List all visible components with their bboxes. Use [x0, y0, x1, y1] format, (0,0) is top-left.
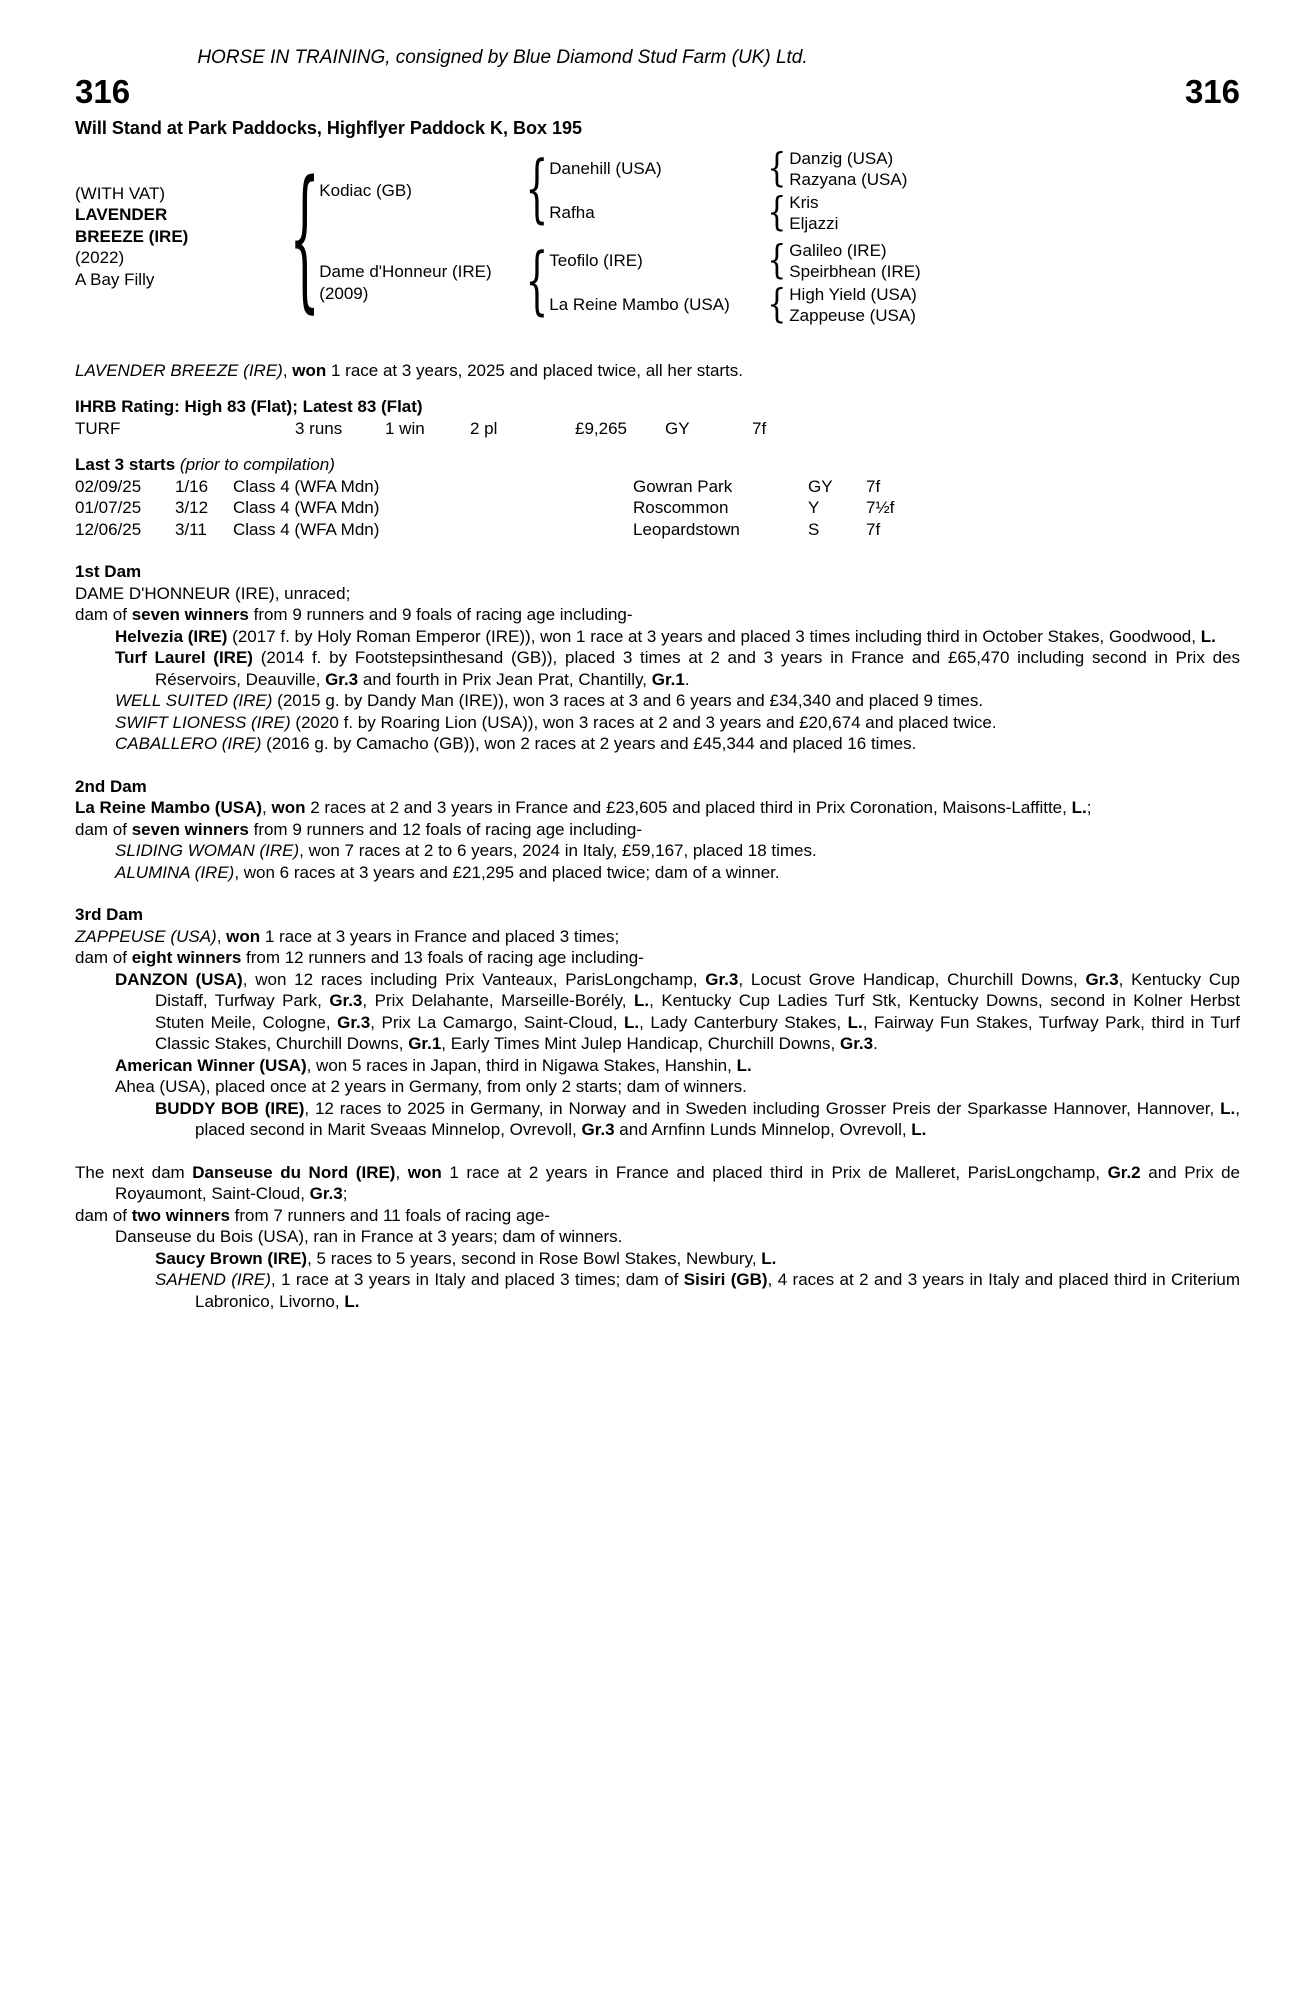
horse-info-column	[75, 183, 290, 291]
progeny-paragraph: Danseuse du Bois (USA), ran in France at 3 years; dam of winners.	[115, 1227, 623, 1246]
start-course: Roscommon	[633, 498, 729, 517]
lot-number-row	[75, 72, 1240, 112]
dam-sire-branch	[549, 240, 1034, 282]
progeny-paragraph: Ahea (USA), placed once at 2 years in Germany, from only 2 starts; dam of winners.	[115, 1077, 747, 1096]
progeny-paragraph: DANZON (USA), won 12 races including Prix Vanteaux, ParisLongchamp, Gr.3, Locust Grove Handicap, Churchill Downs, Gr.3, Kentucky Cup Distaff, Turfway Park, Gr.3, Prix Delahante, Marseille-Borély, L., Kentucky Cup Ladies Turf Stk, Kentucky Downs, second in Kolner Herbst Stuten Meile, Cologne, Gr.3, Prix La Camargo, Saint-Cloud, L., Lady Canterbury Stakes, L., Fairway Fun Stakes, Turfway Park, third in Turf Classic Stakes, Churchill Downs, Gr.1, Early Times Mint Julep Handicap, Churchill Downs, Gr.3.	[115, 969, 1241, 1053]
pedigree-brace	[290, 214, 319, 260]
start-distance: 7f	[866, 476, 881, 496]
progeny-paragraph: SLIDING WOMAN (IRE), won 7 races at 2 to 6 years, 2024 in Italy, £59,167, placed 18 times.	[115, 841, 817, 860]
distance: 7f	[752, 418, 767, 438]
dam-sire-name: Teofilo (IRE)	[549, 250, 643, 270]
ancestor-name: Razyana (USA)	[789, 169, 908, 189]
sire-sire-name: Danehill (USA)	[549, 158, 662, 178]
rating-line: IHRB Rating: High 83 (Flat); Latest 83 (Flat)	[75, 397, 423, 416]
wins-count: 1 win	[385, 418, 425, 438]
progeny-paragraph: SAHEND (IRE), 1 race at 3 years in Italy and placed 3 times; dam of Sisiri (GB), 4 races at 2 and 3 years in Italy and placed third in Criterium Labronico, Livorno, L.	[155, 1270, 1241, 1311]
start-race: Class 4 (WFA Mdn)	[233, 519, 380, 539]
horse-name: LAVENDER BREEZE (IRE)	[75, 205, 189, 246]
pedigree-brace	[764, 246, 789, 276]
dam-produce-line: dam of eight winners from 12 runners and 13 foals of racing age including-	[75, 948, 644, 967]
dam-branch	[319, 240, 1034, 326]
race-summary: LAVENDER BREEZE (IRE), won 1 race at 3 years, 2025 and placed twice, all her starts.	[75, 360, 744, 380]
last-starts-heading: Last 3 starts (prior to compilation)	[75, 455, 335, 474]
sire-name: Kodiac (GB)	[319, 180, 412, 200]
dam-produce-line: dam of seven winners from 9 runners and 9 foals of racing age including-	[75, 605, 633, 624]
dam-line: ZAPPEUSE (USA), won 1 race at 3 years in France and placed 3 times;	[75, 926, 620, 946]
ancestor-name: High Yield (USA)	[789, 284, 917, 304]
start-distance: 7f	[866, 519, 881, 539]
start-row	[75, 476, 1240, 498]
progeny-paragraph: CABALLERO (IRE) (2016 g. by Camacho (GB)), won 2 races at 2 years and £45,344 and placed 16 times.	[115, 734, 917, 753]
start-going: Y	[808, 498, 820, 517]
start-race: Class 4 (WFA Mdn)	[233, 476, 380, 496]
pedigree-generations	[319, 148, 1034, 326]
start-position: 3/12	[175, 498, 209, 517]
ancestor-name: Speirbhean (IRE)	[789, 261, 921, 281]
ancestor-name: Kris	[789, 192, 819, 212]
dam-line: The next dam Danseuse du Nord (IRE), won 1 race at 2 years in France and placed third in Prix de Malleret, ParisLongchamp, Gr.2 and Prix de Royaumont, Saint-Cloud, Gr.3;	[75, 1162, 1240, 1203]
pedigree-brace	[764, 154, 789, 184]
start-distance: 7½f	[866, 498, 895, 517]
section-heading: 3rd Dam	[75, 905, 144, 924]
turf-record-row	[75, 418, 1240, 440]
pedigree-brace	[524, 173, 549, 209]
progeny-paragraph: Turf Laurel (IRE) (2014 f. by Footstepsinthesand (GB)), placed 3 times at 2 and 3 years in France and £65,470 including second in Prix des Réservoirs, Deauville, Gr.3 and fourth in Prix Jean Prat, Chantilly, Gr.1.	[115, 648, 1240, 689]
progeny-paragraph: Saucy Brown (IRE), 5 races to 5 years, second in Rose Bowl Stakes, Newbury, L.	[155, 1248, 777, 1268]
dam-dam-branch	[549, 284, 1034, 326]
pedigree-table	[75, 148, 1240, 326]
stand-location-line: Will Stand at Park Paddocks, Highflyer Paddock K, Box 195	[75, 118, 582, 138]
progeny-paragraph: SWIFT LIONESS (IRE) (2020 f. by Roaring Lion (USA)), won 3 races at 2 and 3 years and £20,674 and placed twice.	[115, 712, 997, 732]
dam-line: DAME D'HONNEUR (IRE), unraced;	[75, 583, 351, 603]
start-course: Leopardstown	[633, 519, 740, 539]
progeny-paragraph: BUDDY BOB (IRE), 12 races to 2025 in Germany, in Norway and in Sweden including Grosser Preis der Sparkasse Hannover, Hannover, L., placed second in Marit Sveaas Minnelop, Ovrevoll, Gr.3 and Arnfinn Lunds Minnelop, Ovrevoll, L.	[155, 1098, 1240, 1139]
sire-dam-branch	[549, 192, 1034, 234]
sire-sire-branch	[549, 148, 1034, 190]
going: GY	[665, 418, 690, 438]
start-position: 1/16	[175, 476, 209, 496]
ancestor-name: Zappeuse (USA)	[789, 305, 916, 325]
dam-line: La Reine Mambo (USA), won 2 races at 2 and 3 years in France and £23,605 and placed third in Prix Coronation, Maisons-Laffitte, L.;	[75, 798, 1092, 817]
ancestor-name: Danzig (USA)	[789, 148, 894, 168]
dam-produce-line: dam of two winners from 7 runners and 11 foals of racing age-	[75, 1205, 550, 1225]
progeny-paragraph: WELL SUITED (IRE) (2015 g. by Dandy Man (IRE)), won 3 races at 3 and 6 years and £34,340 and placed 9 times.	[115, 691, 984, 710]
start-row	[75, 519, 1240, 541]
foaling-year: (2022)	[75, 248, 125, 268]
start-date: 02/09/25	[75, 476, 142, 496]
start-race: Class 4 (WFA Mdn)	[233, 498, 380, 517]
third-dam-section	[75, 904, 1240, 1141]
start-going: GY	[808, 476, 833, 496]
second-dam-section	[75, 776, 1240, 884]
dam-produce-line: dam of seven winners from 9 runners and 12 foals of racing age including-	[75, 819, 642, 839]
ancestor-name: Eljazzi	[789, 213, 839, 233]
horse-description: A Bay Filly	[75, 269, 155, 289]
start-position: 3/11	[175, 519, 207, 539]
lot-number-left: 316	[75, 73, 131, 110]
progeny-paragraph: Helvezia (IRE) (2017 f. by Holy Roman Emperor (IRE)), won 1 race at 3 years and placed 3 times including third in October Stakes, Goodwood, L.	[115, 626, 1216, 646]
dam-dam-name: La Reine Mambo (USA)	[549, 294, 730, 314]
progeny-paragraph: American Winner (USA), won 5 races in Japan, third in Nigawa Stakes, Hanshin, L.	[115, 1055, 752, 1075]
progeny-paragraph: ALUMINA (IRE), won 6 races at 3 years and £21,295 and placed twice; dam of a winner.	[115, 862, 780, 882]
sire-dam-name: Rafha	[549, 202, 595, 222]
section-heading: 2nd Dam	[75, 776, 147, 796]
pedigree-brace	[524, 265, 549, 301]
pedigree-brace	[764, 198, 789, 228]
dam-year: (2009)	[319, 283, 369, 303]
next-dam-section	[75, 1162, 1240, 1313]
pedigree-brace	[764, 290, 789, 320]
start-date: 12/06/25	[75, 519, 142, 539]
places-count: 2 pl	[470, 418, 498, 438]
earnings: £9,265	[575, 418, 627, 438]
section-heading: 1st Dam	[75, 562, 142, 581]
surface-label: TURF	[75, 418, 121, 438]
vat-note: (WITH VAT)	[75, 183, 166, 203]
lot-number-right: 316	[1184, 73, 1240, 110]
consignor-line: HORSE IN TRAINING, consigned by Blue Diamond Stud Farm (UK) Ltd.	[197, 47, 808, 68]
start-row	[75, 497, 1240, 519]
start-date: 01/07/25	[75, 498, 142, 517]
runs-count: 3 runs	[295, 418, 343, 438]
dam-name: Dame d'Honneur (IRE) (2009)	[319, 261, 524, 304]
start-going: S	[808, 519, 820, 539]
sire-branch	[319, 148, 1034, 234]
ancestor-name: Galileo (IRE)	[789, 240, 887, 260]
last-starts-block	[75, 454, 1240, 540]
start-course: Gowran Park	[633, 476, 733, 496]
first-dam-section	[75, 561, 1240, 755]
